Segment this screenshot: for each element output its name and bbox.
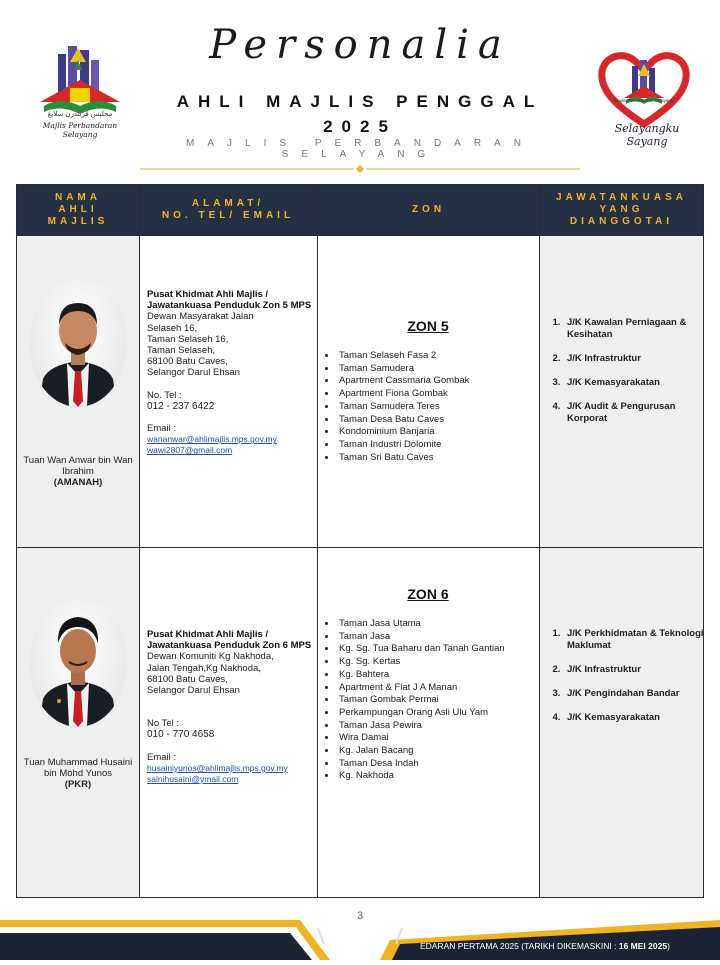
committee-item: 4. J/K Audit & Pengurusan Korporat <box>563 401 713 425</box>
councillor-photo-husaini <box>29 599 127 727</box>
header-divider <box>140 160 580 168</box>
zone-area-item: • Taman Jasa Pewira <box>337 720 547 733</box>
grid-line <box>317 185 318 897</box>
logo-right-caption: Majlis Perbandaran Selayang <box>614 98 674 103</box>
address-line: Jalan Tengah,Kg Nakhoda, <box>147 662 261 674</box>
committee-item: 1. J/K Perkhidmatan & Teknologi Maklumat <box>563 628 713 652</box>
zone-area-item: • Apartment Cassmaria Gombak <box>337 375 547 388</box>
councillor-table <box>16 184 704 898</box>
zone-area-item: • Kg. Sg. Kertas <box>337 656 547 669</box>
zone-area-item: • Kg. Bahtera <box>337 669 547 682</box>
zone-area-item: • Taman Desa Batu Caves <box>337 414 547 427</box>
zone-area-item: • Apartment Fiona Gombak <box>337 388 547 401</box>
committee-list <box>547 317 713 437</box>
mps-logo-left <box>30 40 130 139</box>
zone-area-item: • Kg. Jalan Bacang <box>337 745 547 758</box>
zone-area-list <box>323 618 547 783</box>
committee-list <box>547 628 713 736</box>
zone-area-item: • Wira Damai <box>337 732 547 745</box>
logo-left-jawi: مجليس ڤربندرن سلايڠ <box>47 111 113 118</box>
address-line: Selangor Darul Ehsan <box>147 367 240 379</box>
address-line: 68100 Batu Caves, <box>147 673 228 685</box>
committee-item: 3. J/K Pengindahan Bandar <box>563 688 713 700</box>
email-link[interactable]: wawi2807@gmail.com <box>147 445 233 456</box>
email-link[interactable]: wananwar@ahlimajlis.mps.gov.my <box>147 434 277 445</box>
committee-item: 1. J/K Kawalan Perniagaan & Kesihatan <box>563 317 713 341</box>
header-alamat: ALAMAT/ NO. TEL/ EMAIL <box>139 185 317 235</box>
zone-area-list <box>323 350 547 464</box>
contact-block <box>147 289 312 457</box>
councillor-name: Tuan Muhammad Husaini bin Mohd Yunos (PKR) <box>23 757 133 790</box>
zone-area-item: • Kg. Sg. Tua Baharu dan Tanah Gantian <box>337 643 547 656</box>
address-line: Dewan Masyarakat Jalan <box>147 311 254 323</box>
councillor-name: Tuan Wan Anwar bin Wan Ibrahim (AMANAH) <box>23 455 133 488</box>
zone-title: ZON 6 <box>407 586 449 602</box>
zone-title: ZON 5 <box>407 318 449 334</box>
address-line: Taman Selaseh, <box>147 345 216 357</box>
zone-area-item: • Kondominium Banjaria <box>337 426 547 439</box>
zone-area-item: • Taman Jasa Utama <box>337 618 547 631</box>
committee-item: 2. J/K Infrastruktur <box>563 664 713 676</box>
contact-block <box>147 629 312 785</box>
grid-line <box>139 185 140 897</box>
header-zon: ZON <box>317 185 540 235</box>
footer-banner <box>0 900 720 960</box>
title-personalia: Personalia <box>209 22 511 68</box>
office-title: Pusat Khidmat Ahli Majlis / Jawatankuasa Penduduk Zon 6 MPS <box>147 629 312 652</box>
title-year: 2025 <box>323 117 397 136</box>
zone-area-item: • Taman Industri Dolomite <box>337 439 547 452</box>
zone-area-item: • Taman Gombak Permai <box>337 694 547 707</box>
zone-area-item: • Apartment & Flat J A Manan <box>337 682 547 695</box>
address-line: Selangor Darul Ehsan <box>147 685 240 697</box>
tel-number: 012 - 237 6422 <box>147 400 215 412</box>
committee-item: 3. J/K Kemasyarakatan <box>563 377 713 389</box>
email-link[interactable]: husainiyunos@ahlimajlis.mps.gov.my <box>147 762 288 773</box>
zone-area-item: • Perkampungan Orang Asli Ulu Yam <box>337 707 547 720</box>
title-ahli-majlis: AHLI MAJLIS PENGGAL <box>176 92 544 111</box>
party-label: (AMANAH) <box>53 477 103 488</box>
grid-line <box>539 185 540 897</box>
address-line: 68100 Batu Caves, <box>147 356 228 368</box>
update-date: 16 MEI 2025 <box>618 941 668 951</box>
address-line: Taman Selaseh 16, <box>147 333 229 345</box>
address-line: Dewan Komuniti Kg Nakhoda, <box>147 651 274 663</box>
party-label: (PKR) <box>64 779 92 790</box>
zone-area-item: • Taman Jasa <box>337 631 547 644</box>
councillor-photo-wan-anwar <box>29 279 127 407</box>
grid-line <box>17 547 703 548</box>
zone-area-item: • Taman Samudera <box>337 363 547 376</box>
grid-line <box>17 235 703 236</box>
footer-edition-note: EDARAN PERTAMA 2025 (TARIKH DIKEMASKINI : 16 MEI 2025) <box>420 941 670 951</box>
zone-area-item: • Taman Desa Indah <box>337 758 547 771</box>
zone-area-item: • Kg. Nakhoda <box>337 770 547 783</box>
header-nama: NAMA AHLI MAJLIS <box>17 185 139 235</box>
committee-item: 2. J/K Infrastruktur <box>563 353 713 365</box>
office-title: Pusat Khidmat Ahli Majlis / Jawatankuasa Penduduk Zon 5 MPS <box>147 289 312 312</box>
logo-right-slogan: Selayangku Sayang <box>614 122 680 148</box>
tel-number: 010 - 770 4658 <box>147 729 215 741</box>
email-label: Email : <box>147 751 177 763</box>
header-jawatankuasa: JAWATANKUASA YANG DIANGGOTAI <box>540 185 703 235</box>
page-number: 3 <box>356 910 364 922</box>
tel-label: No. Tel : <box>147 389 182 401</box>
zone-area-item: • Taman Sri Batu Caves <box>337 452 547 465</box>
subtitle-council: MAJLIS PERBANDARAN SELAYANG <box>186 138 534 160</box>
logo-left-caption: Majlis Perbandaran Selayang <box>42 121 118 139</box>
tel-label: No Tel : <box>147 718 180 730</box>
email-label: Email : <box>147 423 177 435</box>
address-line: Selaseh 16, <box>147 322 198 334</box>
mps-heart-logo-right <box>596 48 692 148</box>
email-link[interactable]: sainihusaini@ymail.com <box>147 774 239 785</box>
committee-item: 4. J/K Kemasyarakatan <box>563 712 713 724</box>
zone-area-item: • Taman Selaseh Fasa 2 <box>337 350 547 363</box>
zone-area-item: • Taman Samudera Teres <box>337 401 547 414</box>
